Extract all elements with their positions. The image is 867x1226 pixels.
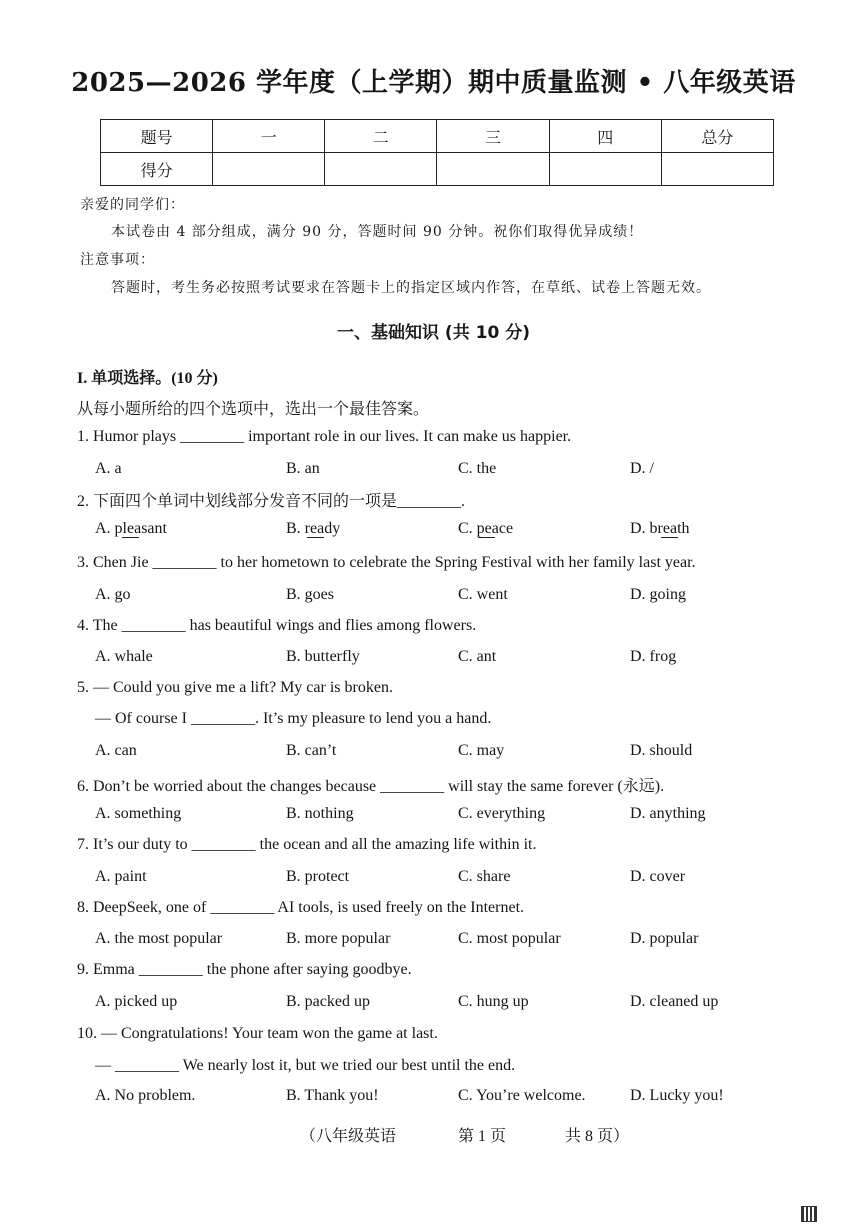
option-d: D. going: [630, 586, 686, 603]
score-blank: [213, 153, 325, 186]
greeting-salutation: 亲爱的同学们：: [80, 197, 185, 213]
option-b: B. Thank you!: [286, 1087, 379, 1104]
question-stem: 6. Don’t be worried about the changes because ________ will stay the same forever (永远).: [77, 778, 665, 795]
footer-subject: （八年级英语: [300, 1128, 397, 1145]
option-c: C. went: [458, 586, 508, 603]
option-b: B. an: [286, 460, 320, 477]
option-b: B. nothing: [286, 805, 354, 822]
option-b: B. can’t: [286, 742, 337, 759]
footer-page: 第 1 页: [458, 1128, 507, 1145]
option-b: B. butterfly: [286, 648, 360, 665]
score-cell-part3: 三: [437, 120, 549, 153]
part-heading: I. 单项选择。(10 分): [77, 370, 218, 387]
option-a: A. a: [95, 460, 122, 477]
underline-mark: [661, 537, 678, 538]
question-stem: 4. The ________ has beautiful wings and flies among flowers.: [77, 617, 477, 634]
notice-text: 答题时，考生务必按照考试要求在答题卡上的指定区域内作答，在草纸、试卷上答题无效。: [111, 280, 711, 296]
option-b: B. packed up: [286, 993, 370, 1010]
option-a: A. pleasant: [95, 520, 167, 537]
score-row-label: 得分: [101, 153, 213, 186]
option-c: C. may: [458, 742, 505, 759]
question-stem-reply: — ________ We nearly lost it, but we tried our best until the end.: [95, 1057, 516, 1074]
score-cell-part1: 一: [213, 120, 325, 153]
option-d: D. cover: [630, 868, 686, 885]
score-blank: [549, 153, 661, 186]
question-stem-reply: — Of course I ________. It’s my pleasure to lend you a hand.: [95, 710, 492, 727]
option-a: A. picked up: [95, 993, 178, 1010]
option-a: A. can: [95, 742, 137, 759]
option-d: D. /: [630, 460, 654, 477]
option-b: B. protect: [286, 868, 350, 885]
option-c: C. everything: [458, 805, 546, 822]
notice-label: 注意事项：: [80, 252, 155, 268]
question-stem: 2. 下面四个单词中划线部分发音不同的一项是________.: [77, 493, 466, 510]
qr-code-icon: [801, 1206, 817, 1222]
question-stem: 8. DeepSeek, one of ________ AI tools, is used freely on the Internet.: [77, 899, 525, 916]
score-blank: [661, 153, 773, 186]
score-cell-total: 总分: [661, 120, 773, 153]
underline-mark: [122, 537, 139, 538]
section-title: 一、基础知识 (共 10 分): [337, 323, 530, 343]
option-c: C. most popular: [458, 930, 561, 947]
score-blank: [325, 153, 437, 186]
score-table: [100, 119, 774, 186]
option-c: C. peace: [458, 520, 514, 537]
option-c: C. hung up: [458, 993, 529, 1010]
question-stem: 1. Humor plays ________ important role in our lives. It can make us happier.: [77, 428, 572, 445]
greeting-intro: 本试卷由 4 部分组成，满分 90 分，答题时间 90 分钟。祝你们取得优异成绩！: [111, 224, 644, 240]
option-b: B. goes: [286, 586, 334, 603]
option-a: A. go: [95, 586, 131, 603]
exam-title: 2025—2026 学年度（上学期）期中质量监测 • 八年级英语: [71, 68, 796, 98]
score-table-score-row: [101, 153, 774, 186]
option-d: D. breath: [630, 520, 690, 537]
option-c: C. the: [458, 460, 497, 477]
option-a: A. No problem.: [95, 1087, 196, 1104]
option-d: D. cleaned up: [630, 993, 719, 1010]
option-a: A. something: [95, 805, 182, 822]
underline-mark: [478, 537, 495, 538]
score-blank: [437, 153, 549, 186]
question-stem: 5. — Could you give me a lift? My car is broken.: [77, 679, 393, 696]
question-stem: 7. It’s our duty to ________ the ocean and all the amazing life within it.: [77, 836, 537, 853]
option-d: D. Lucky you!: [630, 1087, 724, 1104]
option-a: A. whale: [95, 648, 153, 665]
option-d: D. anything: [630, 805, 706, 822]
option-c: C. ant: [458, 648, 497, 665]
question-stem: 9. Emma ________ the phone after saying goodbye.: [77, 961, 412, 978]
score-cell-label: 题号: [101, 120, 213, 153]
option-c: C. share: [458, 868, 511, 885]
question-stem: 10. — Congratulations! Your team won the game at last.: [77, 1025, 438, 1042]
part-instruction: 从每小题所给的四个选项中，选出一个最佳答案。: [77, 401, 430, 418]
option-d: D. should: [630, 742, 693, 759]
score-cell-part4: 四: [549, 120, 661, 153]
option-d: D. popular: [630, 930, 699, 947]
score-table-header-row: [101, 120, 774, 153]
option-b: B. more popular: [286, 930, 391, 947]
option-a: A. the most popular: [95, 930, 223, 947]
option-a: A. paint: [95, 868, 147, 885]
score-cell-part2: 二: [325, 120, 437, 153]
option-d: D. frog: [630, 648, 677, 665]
footer-total: 共 8 页）: [565, 1128, 630, 1145]
underline-mark: [307, 537, 324, 538]
option-b: B. ready: [286, 520, 341, 537]
option-c: C. You’re welcome.: [458, 1087, 586, 1104]
question-stem: 3. Chen Jie ________ to her hometown to celebrate the Spring Festival with her family last year.: [77, 554, 696, 571]
